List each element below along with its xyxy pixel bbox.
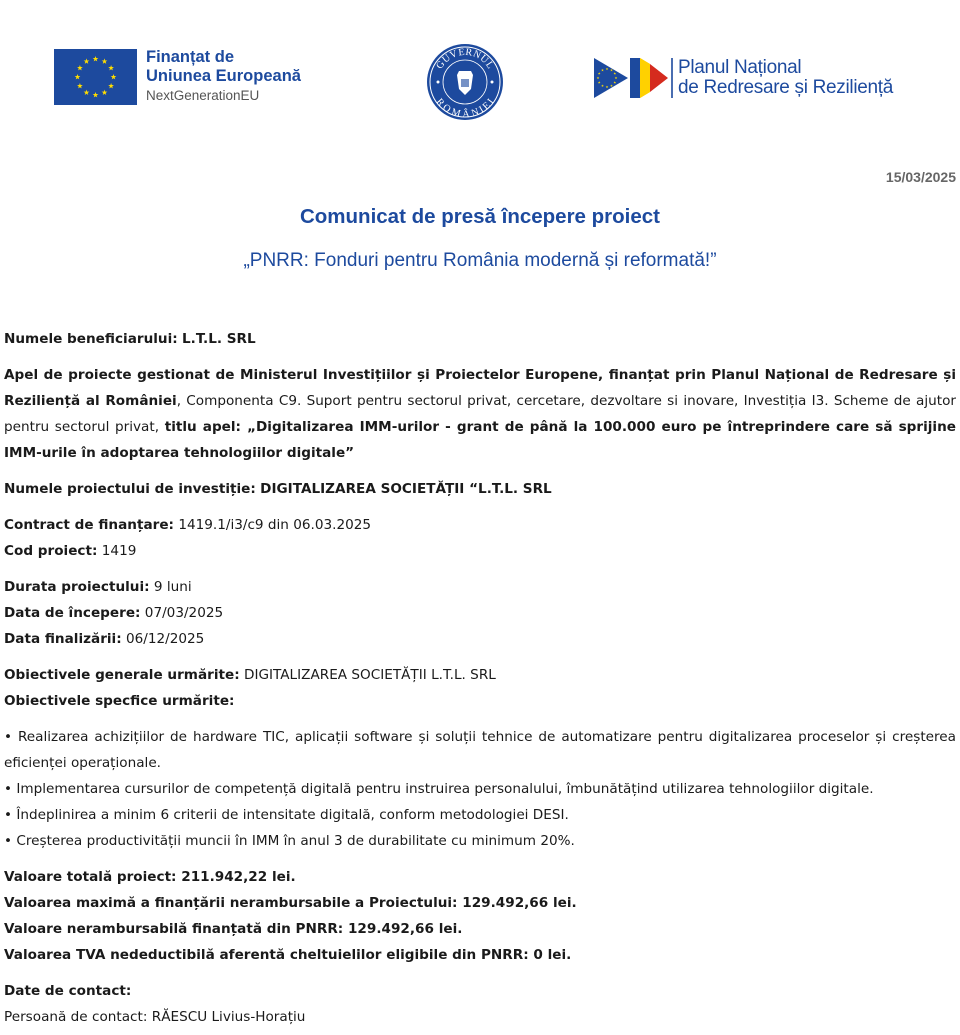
beneficiary-line — [4, 326, 956, 352]
total-value-line: Valoare totală proiect: 211.942,22 lei. — [4, 869, 296, 885]
duration-value: 9 luni — [153, 579, 192, 595]
vat-line: Valoarea TVA nedeductibilă aferentă cheltuielilor eligibile din PNRR: 0 lei. — [4, 947, 572, 963]
seal-bottom-text: ROMÂNIEI — [433, 96, 497, 121]
contract-label: Contract de finanțare: — [4, 517, 174, 533]
project-name-label: Numele proiectului de investiție: — [4, 481, 256, 497]
document-body — [4, 326, 956, 1030]
general-objectives-label: Obiectivele generale urmărite: — [4, 667, 240, 683]
end-date-label: Data finalizării: — [4, 631, 122, 647]
duration-label: Durata proiectului: — [4, 579, 150, 595]
page-title: Comunicat de presă începere proiect — [299, 205, 660, 228]
general-objectives-line — [4, 662, 956, 688]
duration-line — [4, 574, 956, 600]
page-subtitle: „PNRR: Fonduri pentru România modernă și reformată!” — [243, 250, 717, 271]
beneficiary-label: Numele beneficiarului: — [4, 331, 178, 347]
pnrr-logo-line2: de Redresare și Reziliență — [678, 77, 894, 98]
beneficiary-value: L.T.L. SRL — [182, 331, 256, 347]
pnrr-logo-line1: Planul Național — [678, 57, 802, 78]
project-code-value: 1419 — [101, 543, 137, 559]
specific-objectives-heading — [4, 688, 956, 714]
general-objectives-value: DIGITALIZAREA SOCIETĂȚII L.T.L. SRL — [243, 667, 496, 683]
seal-top-text: GUVERNUL — [434, 46, 496, 72]
document-date: 15/03/2025 — [885, 169, 956, 185]
header-logos — [0, 0, 960, 140]
max-grant-line: Valoarea maximă a finanțării nerambursabile a Proiectului: 129.492,66 lei. — [4, 895, 577, 911]
project-name-value: DIGITALIZAREA SOCIETĂȚII “L.T.L. SRL — [260, 481, 552, 497]
project-code-label: Cod proiect: — [4, 543, 98, 559]
end-date-line — [4, 626, 956, 652]
eu-logo-line2: Uniunea Europeană — [146, 67, 301, 85]
contact-person: Persoană de contact: RĂESCU Livius-Horațiu — [4, 1009, 306, 1025]
end-date-value: 06/12/2025 — [125, 631, 205, 647]
pnrr-logo — [594, 58, 893, 98]
project-name-line — [4, 476, 956, 502]
contract-value: 1419.1/i3/c9 din 06.03.2025 — [178, 517, 372, 533]
project-code-line — [4, 538, 956, 564]
eu-logo-line3: NextGenerationEU — [146, 88, 260, 103]
call-paragraph — [4, 362, 956, 466]
start-date-label: Data de începere: — [4, 605, 141, 621]
specific-objectives-label: Obiectivele specfice urmărite: — [4, 693, 235, 709]
objective-item: • Creșterea productivității muncii în IMM în anul 3 de durabilitate cu minimum 20%. — [4, 833, 575, 849]
objective-item: • Îndeplinirea a minim 6 criterii de intensitate digitală, conform metodologiei DESI. — [4, 807, 569, 823]
call-intro: Apel de proiecte gestionat de Ministerul Investițiilor și Proiectelor Europene, finanțat prin Planul Național de Redresare și Reziliență al României — [4, 367, 956, 409]
pnrr-separator — [671, 58, 673, 98]
eu-flag-icon — [54, 49, 137, 105]
objective-item: • Realizarea achizițiilor de hardware TIC, aplicații software și soluții tehnice de automatizare pentru digitalizarea proceselor și creșterea eficienței operaționale. — [4, 729, 956, 771]
government-seal-icon — [426, 43, 504, 121]
eu-funding-logo — [54, 49, 301, 106]
contact-heading: Date de contact: — [4, 983, 132, 999]
pnrr-grant-line: Valoare nerambursabilă finanțată din PNRR: 129.492,66 lei. — [4, 921, 463, 937]
call-title: titlu apel: „Digitalizarea IMM-urilor - grant de până la 100.000 euro pe întreprindere care să sprijine IMM-urile în adoptarea tehnologiilor digitale” — [4, 419, 956, 461]
call-details: , Componenta C9. Suport pentru sectorul privat, cercetare, dezvoltare si inovare, Investiția I3. Scheme de ajutor pentru sectorul privat, — [4, 393, 956, 435]
pnrr-arrows-icon — [594, 58, 668, 98]
objective-item: • Implementarea cursurilor de competență digitală pentru instruirea personalului, îmbunătățind utilizarea tehnologiilor digitale. — [4, 781, 874, 797]
eu-logo-line1: Finanțat de — [146, 48, 235, 66]
contract-line — [4, 512, 956, 538]
start-date-value: 07/03/2025 — [144, 605, 224, 621]
start-date-line — [4, 600, 956, 626]
